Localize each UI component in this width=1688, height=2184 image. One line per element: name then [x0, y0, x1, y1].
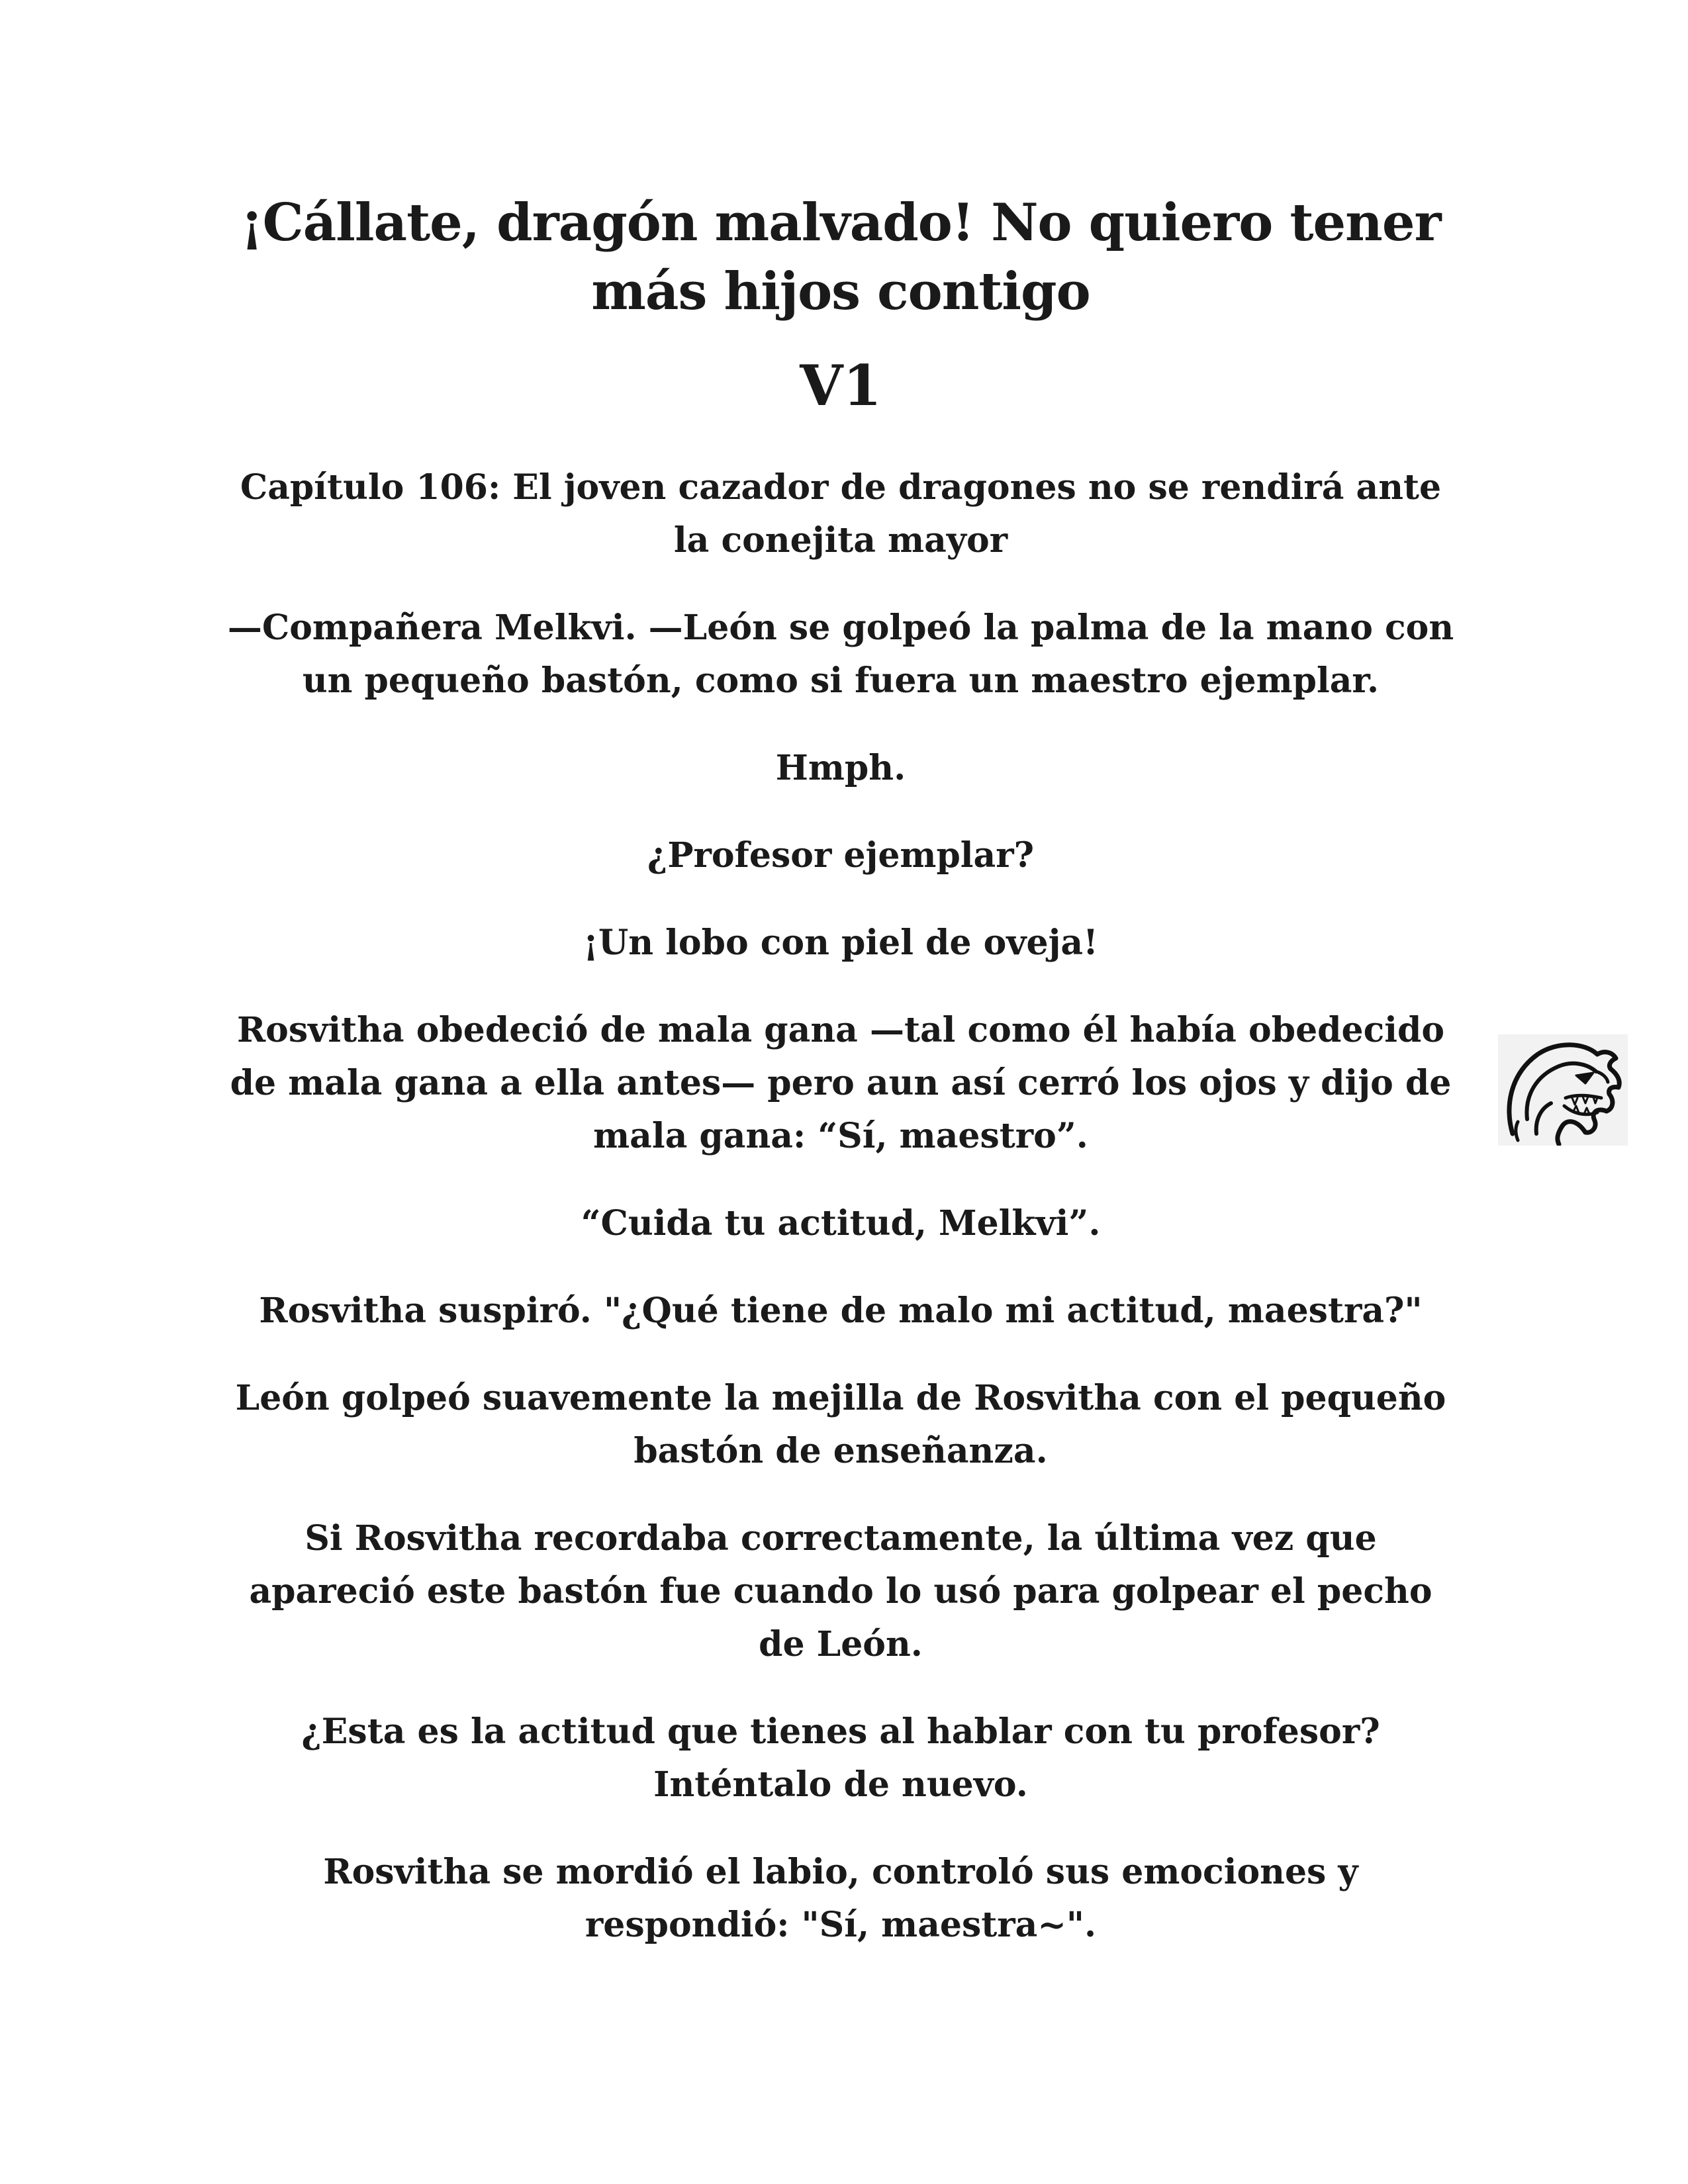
paragraph: ¡Un lobo con piel de oveja!	[583, 923, 1098, 963]
document-page	[225, 189, 1456, 1952]
paragraph: ¿Esta es la actitud que tienes al hablar con tu profesor? Inténtalo de nuevo.	[301, 1711, 1380, 1805]
dragon-head-icon	[1498, 1034, 1628, 1146]
paragraph: Rosvitha obedeció de mala gana —tal como él había obedecido de mala gana a ella antes— pero aun así cerró los ojos y dijo de mala gana: “Sí, maestro”.	[230, 1010, 1452, 1156]
paragraph: León golpeó suavemente la mejilla de Rosvitha con el pequeño bastón de enseñanza.	[235, 1378, 1446, 1471]
paragraph: Rosvitha suspiró. "¿Qué tiene de malo mi actitud, maestra?"	[259, 1291, 1423, 1331]
book-title: ¡Cállate, dragón malvado! No quiero tener más hijos contigo	[240, 193, 1441, 322]
paragraph: —Compañera Melkvi. —León se golpeó la palma de la mano con un pequeño bastón, como si fuera un maestro ejemplar.	[227, 608, 1454, 701]
paragraph: Si Rosvitha recordaba correctamente, la última vez que apareció este bastón fue cuando lo usó para golpear el pecho de León.	[249, 1518, 1432, 1664]
chapter-title: Capítulo 106: El joven cazador de dragones no se rendirá ante la conejita mayor	[240, 467, 1442, 561]
volume-label: V1	[800, 353, 882, 418]
paragraph: Hmph.	[775, 748, 906, 788]
paragraph: ¿Profesor ejemplar?	[647, 835, 1035, 876]
paragraph: Rosvitha se mordió el labio, controló sus emociones y respondió: "Sí, maestra~".	[323, 1852, 1358, 1945]
paragraph: “Cuida tu actitud, Melkvi”.	[581, 1203, 1101, 1244]
